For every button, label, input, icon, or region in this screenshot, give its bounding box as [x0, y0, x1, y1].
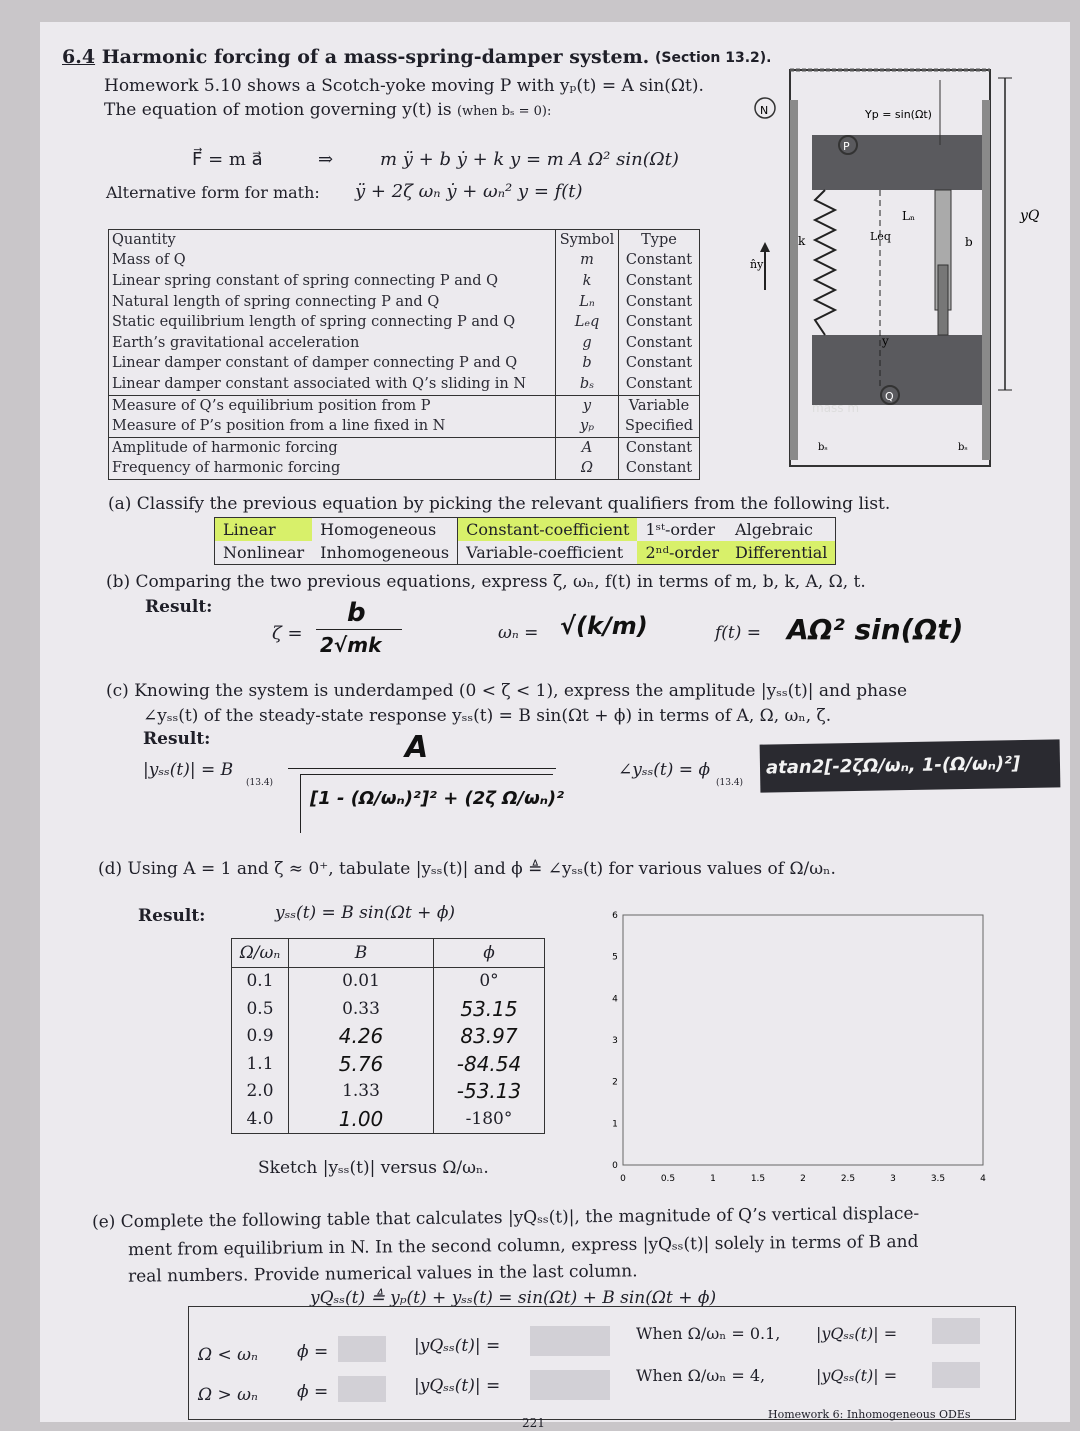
row2-phi-input[interactable]: [338, 1376, 386, 1402]
quantity-type: Constant: [619, 333, 700, 354]
quantities-header-2: Type: [619, 230, 700, 251]
sketch-plot: [605, 905, 995, 1185]
problem-heading: [62, 46, 649, 68]
quantity-row: [109, 251, 700, 272]
quantity-symbol: Ω: [556, 459, 619, 480]
quantities-header-0: Quantity: [109, 230, 556, 251]
when-ratio-01: When Ω/ωₙ = 0.1,: [636, 1324, 781, 1343]
yq-label: yQ: [1020, 208, 1040, 224]
results-cell-B: 0.01: [289, 967, 434, 995]
when2-abs-label: |yQₛₛ(t)| =: [816, 1366, 898, 1385]
quantity-symbol: yₚ: [556, 416, 619, 437]
results-row: [232, 1050, 545, 1078]
mass-Q: [812, 335, 990, 405]
yss-equation: yₛₛ(t) = B sin(Ωt + ϕ): [275, 903, 456, 923]
results-cell-r: 2.0: [232, 1078, 289, 1106]
results-cell-B: 5.76: [289, 1050, 434, 1078]
part-c-result-label: Result:: [143, 729, 211, 749]
part-c-prompt-1: (c) Knowing the system is underdamped (0 < ζ < 1), express the amplitude |yₛₛ(t)| and phase: [106, 681, 908, 701]
when1-abs-label: |yQₛₛ(t)| =: [816, 1324, 898, 1343]
quantity-symbol: A: [556, 437, 619, 458]
y-tick-label: 6: [612, 911, 618, 921]
phase-answer: atan2[-2ζΩ/ωₙ, 1-(Ω/ωₙ)²]: [760, 739, 1061, 792]
section-ref: (Section 13.2).: [655, 50, 772, 66]
x-tick-label: 0.5: [660, 1174, 676, 1184]
qualifier-row2-4[interactable]: Differential: [727, 541, 836, 565]
part-b-result-label: Result:: [145, 597, 213, 617]
results-cell-phi: -180°: [434, 1105, 545, 1133]
f-lhs: f(t) =: [715, 623, 762, 643]
results-cell-B: 4.26: [289, 1023, 434, 1051]
quantity-row: [109, 395, 700, 416]
problem-title: Harmonic forcing of a mass-spring-damper system.: [101, 46, 650, 68]
y-tick-label: 1: [612, 1119, 618, 1130]
spring-k: [815, 190, 835, 335]
qualifier-row1-3[interactable]: 1ˢᵗ-order: [637, 518, 727, 542]
results-table: [231, 938, 545, 1134]
quantity-name: Measure of Q’s equilibrium position from P: [109, 395, 556, 416]
quantity-symbol: g: [556, 333, 619, 354]
y-tick-label: 0: [612, 1161, 618, 1171]
ln-label: Lₙ: [902, 209, 916, 223]
quantity-symbol: k: [556, 271, 619, 292]
alt-form-eq: ÿ + 2ζ ωₙ ẏ + ωₙ² y = f(t): [355, 181, 583, 202]
results-cell-phi: 83.97: [434, 1023, 545, 1051]
qualifier-row2-0[interactable]: Nonlinear: [215, 541, 313, 565]
amplitude-denominator: [1 - (Ω/ωₙ)²]² + (2ζ Ω/ωₙ)²: [310, 788, 565, 809]
quantity-row: [109, 292, 700, 313]
qualifier-row2-2[interactable]: Variable-coefficient: [458, 541, 638, 565]
quantity-name: Natural length of spring connecting P and Q: [109, 292, 556, 313]
quantity-row: [109, 416, 700, 437]
qualifier-row2-3[interactable]: 2ⁿᵈ-order: [637, 541, 727, 565]
results-cell-B: 1.00: [289, 1105, 434, 1133]
x-tick-label: 1.5: [750, 1174, 766, 1184]
qualifier-row2-1[interactable]: Inhomogeneous: [312, 541, 458, 565]
row2-condition: Ω > ωₙ: [198, 1385, 258, 1405]
quantity-type: Constant: [619, 312, 700, 333]
qualifier-table: [214, 517, 836, 565]
quantity-type: Specified: [619, 416, 700, 437]
quantity-type: Constant: [619, 459, 700, 480]
quantity-symbol: Lₑq: [556, 312, 619, 333]
row1-phi-input[interactable]: [338, 1336, 386, 1362]
qualifier-row1-4[interactable]: Algebraic: [727, 518, 836, 542]
quantity-name: Linear damper constant of damper connecting P and Q: [109, 354, 556, 375]
quantity-type: Constant: [619, 251, 700, 272]
problem-number: 6.4: [62, 46, 96, 68]
results-row: [232, 1023, 545, 1051]
quantity-symbol: m: [556, 251, 619, 272]
results-row: [232, 1105, 545, 1133]
x-tick-label: 2: [800, 1174, 806, 1184]
results-cell-r: 0.5: [232, 995, 289, 1023]
when-ratio-4: When Ω/ωₙ = 4,: [636, 1366, 766, 1385]
page-number: 221: [522, 1416, 545, 1430]
quantity-row: [109, 437, 700, 458]
eq-ref-amp: (13.4): [246, 778, 274, 788]
mass-spring-damper-figure: [730, 60, 1050, 480]
quantity-row: [109, 271, 700, 292]
mass-label: mass m: [812, 401, 860, 415]
row2-abs-label: |yQₛₛ(t)| =: [414, 1376, 501, 1396]
results-row: [232, 967, 545, 995]
part-b-prompt: (b) Comparing the two previous equations, express ζ, ωₙ, f(t) in terms of m, b, k, A, Ω, t.: [106, 572, 866, 592]
results-cell-r: 0.9: [232, 1023, 289, 1051]
part-a-prompt: (a) Classify the previous equation by picking the relevant qualifiers from the following list.: [108, 494, 891, 514]
row1-abs-label: |yQₛₛ(t)| =: [414, 1336, 501, 1356]
results-cell-phi: -53.13: [434, 1078, 545, 1106]
quantity-name: Amplitude of harmonic forcing: [109, 437, 556, 458]
quantity-name: Earth’s gravitational acceleration: [109, 333, 556, 354]
quantity-symbol: b: [556, 354, 619, 375]
intro-line-2-note: (when bₛ = 0):: [456, 104, 552, 119]
quantity-name: Frequency of harmonic forcing: [109, 459, 556, 480]
damper-b: [938, 265, 948, 335]
results-cell-B: 0.33: [289, 995, 434, 1023]
results-cell-r: 4.0: [232, 1105, 289, 1133]
intro-line-1: Homework 5.10 shows a Scotch-yoke moving P with yₚ(t) = A sin(Ωt).: [104, 76, 704, 96]
quantity-name: Measure of P’s position from a line fixed in N: [109, 416, 556, 437]
frame-label-N: N: [760, 104, 769, 117]
quantity-symbol: Lₙ: [556, 292, 619, 313]
quantity-type: Constant: [619, 292, 700, 313]
col-header-phi: ϕ: [434, 939, 545, 968]
phase-lhs: ∠yₛₛ(t) = ϕ: [618, 760, 711, 780]
quantity-name: Static equilibrium length of spring connecting P and Q: [109, 312, 556, 333]
quantity-type: Constant: [619, 374, 700, 395]
wn-answer: √(k/m): [560, 612, 648, 640]
when2-abs-input[interactable]: [932, 1362, 980, 1388]
row2-abs-input[interactable]: [530, 1370, 610, 1400]
y-tick-label: 2: [612, 1077, 618, 1088]
x-tick-label: 2.5: [840, 1174, 856, 1184]
x-tick-label: 3: [890, 1174, 896, 1184]
quantity-type: Constant: [619, 271, 700, 292]
x-tick-label: 1: [710, 1174, 716, 1184]
row1-phi-label: ϕ =: [297, 1342, 329, 1362]
quantity-row: [109, 459, 700, 480]
qualifier-row1-1[interactable]: Homogeneous: [312, 518, 458, 542]
results-cell-r: 1.1: [232, 1050, 289, 1078]
implies-arrow: ⇒: [318, 149, 334, 170]
qualifier-row1-2[interactable]: Constant-coefficient: [458, 518, 638, 542]
wn-lhs: ωₙ =: [498, 623, 539, 643]
y-label: y: [882, 334, 889, 348]
part-c-prompt-2: ∠yₛₛ(t) of the steady-state response yₛₛ(t) = B sin(Ωt + ϕ) in terms of A, Ω, ωₙ, ζ.: [143, 706, 832, 726]
zeta-denominator: 2√mk: [320, 633, 382, 657]
row1-abs-input[interactable]: [530, 1326, 610, 1356]
quantity-name: Linear damper constant associated with Q’s sliding in N: [109, 374, 556, 395]
zeta-numerator: b: [347, 598, 366, 628]
quantity-symbol: bₛ: [556, 374, 619, 395]
x-tick-label: 0: [620, 1174, 626, 1184]
col-header-ratio: Ω/ωₙ: [232, 939, 289, 968]
b-label: b: [965, 235, 973, 249]
part-e-prompt-1: (e) Complete the following table that calculates |yQₛₛ(t)|, the magnitude of Q’s vertical displace-: [91, 1203, 920, 1233]
when1-abs-input[interactable]: [932, 1318, 980, 1344]
leq-label: Leq: [870, 230, 891, 243]
quantities-header-1: Symbol: [556, 230, 619, 251]
footer-course: Homework 6: Inhomogeneous ODEs: [768, 1408, 971, 1421]
results-cell-B: 1.33: [289, 1078, 434, 1106]
results-cell-phi: -84.54: [434, 1050, 545, 1078]
zeta-lhs: ζ =: [272, 623, 303, 644]
y-tick-label: 5: [612, 952, 618, 963]
quantity-type: Variable: [619, 395, 700, 416]
results-row: [232, 995, 545, 1023]
qualifier-row1-0[interactable]: Linear: [215, 518, 313, 542]
k-label: k: [798, 234, 806, 248]
amplitude-lhs: |yₛₛ(t)| = B: [143, 760, 234, 780]
yp-label: Yp = sin(Ωt): [865, 108, 932, 121]
y-tick-label: 4: [612, 994, 618, 1005]
quantity-row: [109, 333, 700, 354]
amplitude-numerator: A: [405, 730, 429, 765]
quantities-table: [108, 229, 700, 480]
y-tick-label: 3: [612, 1036, 618, 1046]
amplitude-fraction-bar: [288, 768, 556, 769]
point-label-Q: Q: [885, 390, 894, 403]
quantity-row: [109, 312, 700, 333]
yq-definition: yQₛₛ(t) ≜ yₚ(t) + yₛₛ(t) = sin(Ωt) + B sin(Ωt + ϕ): [310, 1288, 717, 1308]
results-row: [232, 1078, 545, 1106]
row2-phi-label: ϕ =: [297, 1382, 329, 1402]
x-tick-label: 3.5: [930, 1174, 946, 1184]
plot-area[interactable]: [623, 915, 983, 1165]
quantity-row: [109, 354, 700, 375]
sketch-instruction: Sketch |yₛₛ(t)| versus Ω/ωₙ.: [258, 1158, 489, 1178]
bs-left-label: bₛ: [818, 442, 828, 453]
part-e-prompt-3: real numbers. Provide numerical values in the last column.: [127, 1261, 638, 1287]
part-e-prompt-2: ment from equilibrium in N. In the second column, express |yQₛₛ(t)| solely in terms of B and: [127, 1231, 919, 1261]
zeta-fraction-bar: [316, 629, 402, 630]
quantity-name: Linear spring constant of spring connecting P and Q: [109, 271, 556, 292]
f-answer: AΩ² sin(Ωt): [787, 613, 964, 646]
newton-eq: F⃗ = m a⃗: [192, 149, 263, 170]
quantity-type: Constant: [619, 354, 700, 375]
part-d-result-label: Result:: [138, 906, 206, 926]
row1-condition: Ω < ωₙ: [198, 1345, 258, 1365]
intro-line-2-text: The equation of motion governing y(t) is: [104, 100, 452, 120]
alt-form-label: Alternative form for math:: [106, 183, 320, 202]
part-d-prompt: (d) Using A = 1 and ζ ≈ 0⁺, tabulate |yₛₛ(t)| and ϕ ≜ ∠yₛₛ(t) for various values of Ω/ωₙ.: [98, 859, 836, 879]
x-tick-label: 4: [980, 1174, 986, 1184]
col-header-B: B: [289, 939, 434, 968]
results-cell-r: 0.1: [232, 967, 289, 995]
bs-right-label: bₛ: [958, 442, 968, 453]
ny-label: n̂y: [750, 258, 764, 271]
eq-ref-phase: (13.4): [716, 778, 744, 788]
quantity-symbol: y: [556, 395, 619, 416]
point-label-P: P: [843, 140, 850, 153]
results-cell-phi: 53.15: [434, 995, 545, 1023]
intro-line-2: [104, 100, 551, 120]
quantity-name: Mass of Q: [109, 251, 556, 272]
quantity-row: [109, 374, 700, 395]
quantity-type: Constant: [619, 437, 700, 458]
results-cell-phi: 0°: [434, 967, 545, 995]
equation-of-motion: m ÿ + b ẏ + k y = m A Ω² sin(Ωt): [380, 149, 679, 170]
